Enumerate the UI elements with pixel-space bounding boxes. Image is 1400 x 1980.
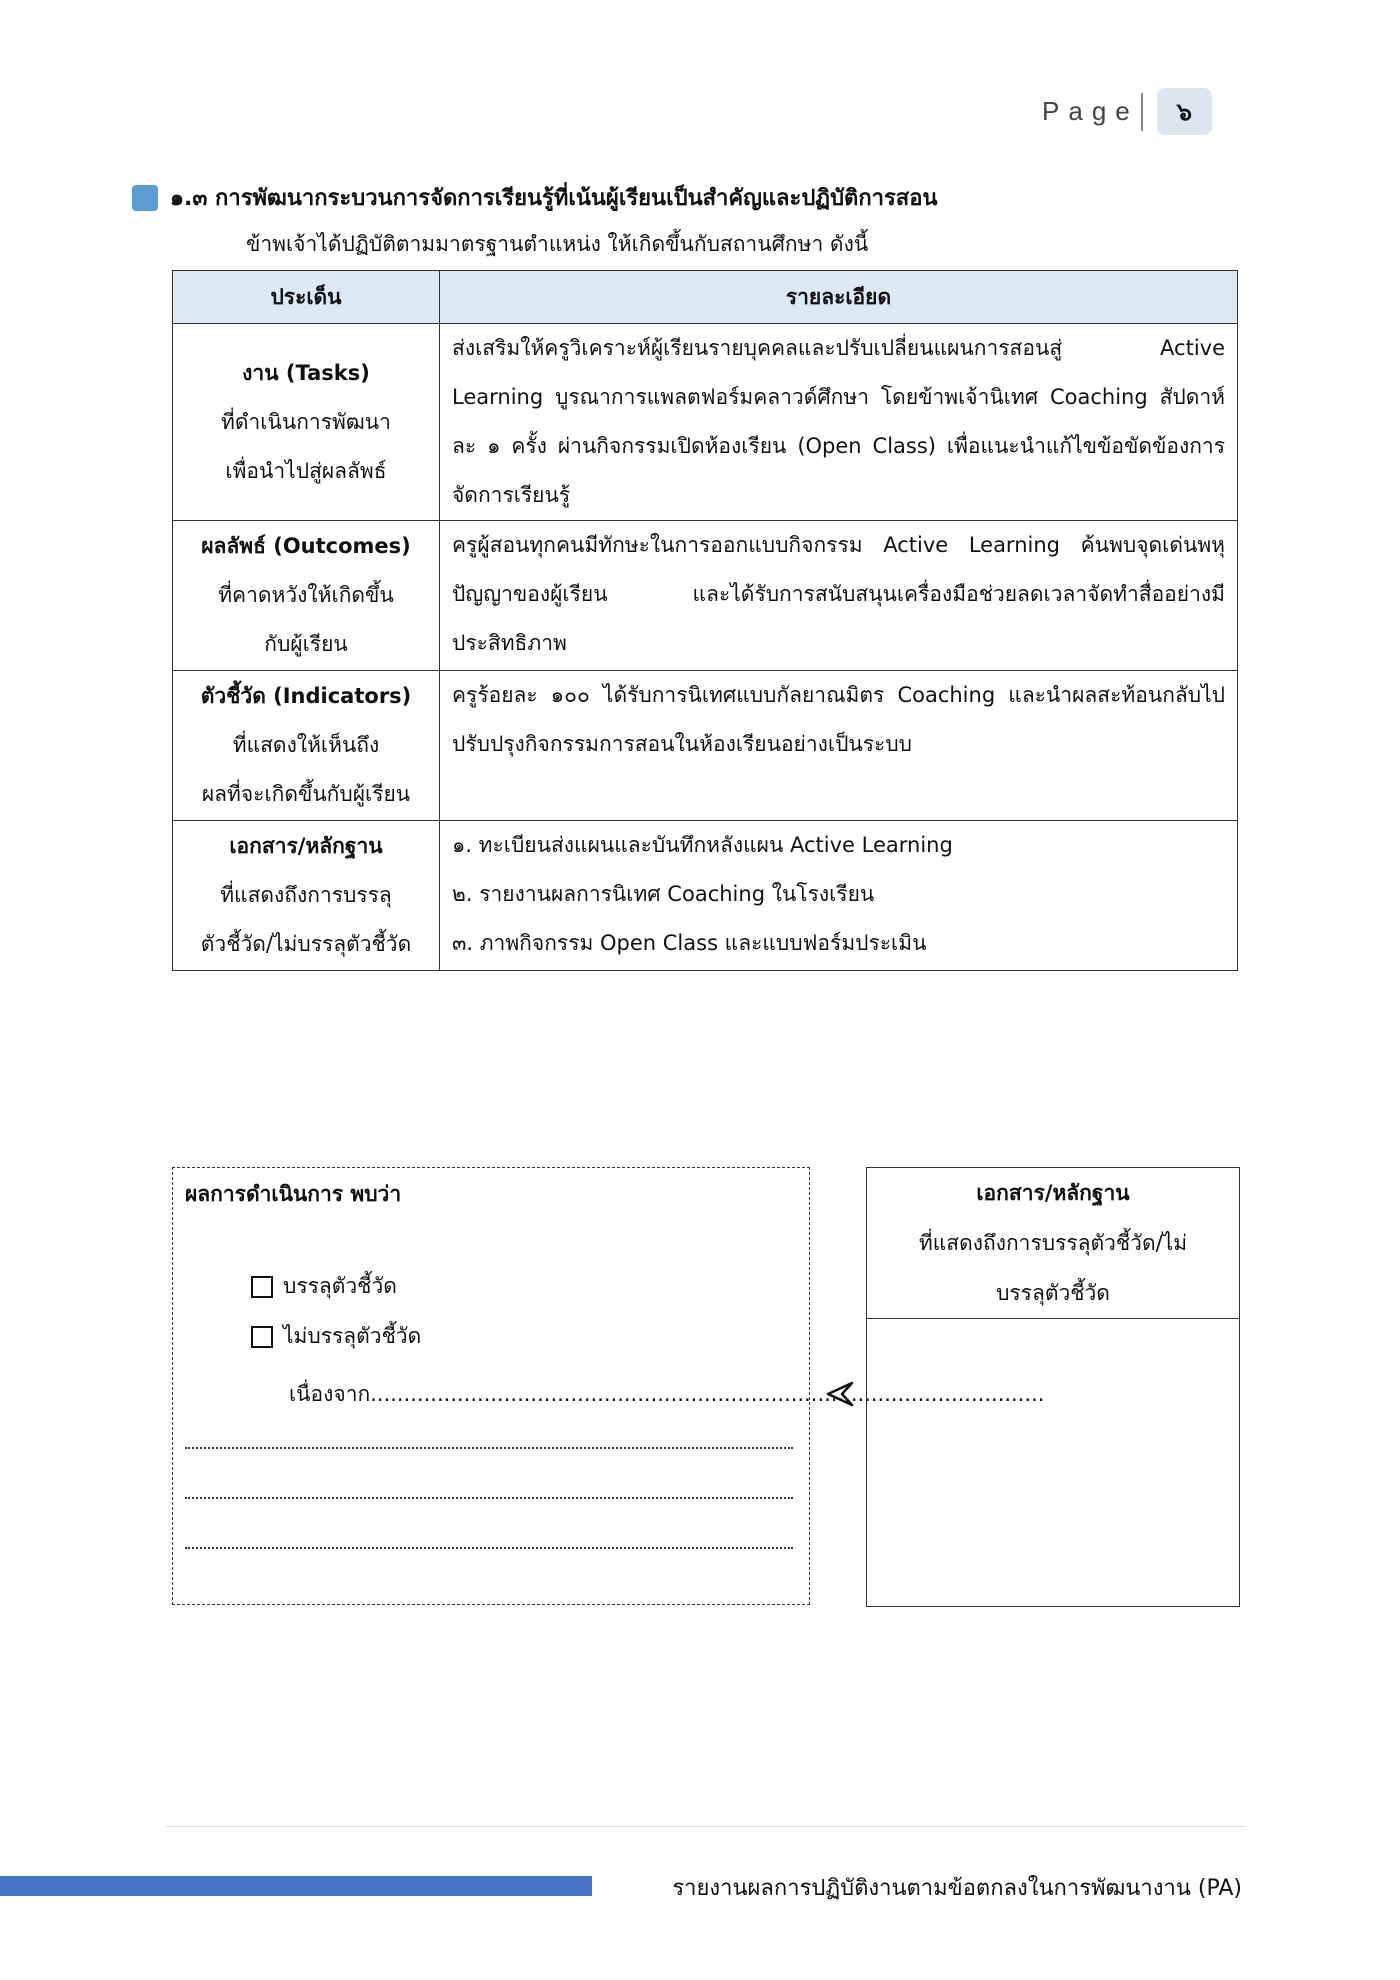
topic-sub: ที่ดำเนินการพัฒนา [221, 409, 391, 434]
heading-marker-icon [132, 185, 158, 211]
evidence-subtitle-line1: ที่แสดงถึงการบรรลุตัวชี้วัด/ไม่ [918, 1231, 1188, 1255]
topic-sub: ที่แสดงถึงการบรรลุ [220, 883, 392, 907]
heading-text: ๑.๓ การพัฒนากระบวนการจัดการเรียนรู้ที่เน้นผู้เรียนเป็นสำคัญและปฏิบัติการสอน [170, 186, 938, 211]
detail-text: ส่งเสริมให้ครูวิเคราะห์ผู้เรียนรายบุคคลและปรับเปลี่ยนแผนการสอนสู่ Active Learning บูรณาการแพลตฟอร์มคลาวด์ศึกษา โดยข้าพเจ้านิเทศ Coaching สัปดาห์ละ ๑ ครั้ง ผ่านกิจกรรมเปิดห้องเรียน (Open Class) เพื่อแนะนำแก้ไขข้อขัดข้องการจัดการเรียนรู้ [452, 336, 1225, 507]
topic-title: เอกสาร/หลักฐาน [229, 834, 383, 858]
achieved-label: บรรลุตัวชี้วัด [283, 1274, 397, 1298]
topic-sub: ที่คาดหวังให้เกิดขึ้น [218, 583, 394, 607]
page-label: Page [1042, 96, 1139, 126]
row-topic [173, 324, 440, 521]
footer-text: รายงานผลการปฏิบัติงานตามข้อตกลงในการพัฒนางาน (PA) [672, 1876, 1242, 1901]
row-topic [173, 521, 440, 671]
footer-rule [166, 1826, 1246, 1827]
footer-bar [0, 1876, 592, 1896]
achieved-checkbox[interactable] [251, 1276, 273, 1298]
evidence-item: ๑. ทะเบียนส่งแผนและบันทึกหลังแผน Active Learning [452, 833, 953, 857]
result-box [172, 1167, 1045, 1605]
page-number: ๖ [1157, 88, 1212, 135]
topic-sub: ตัวชี้วัด/ไม่บรรลุตัวชี้วัด [200, 932, 412, 956]
not-achieved-checkbox[interactable] [251, 1326, 273, 1348]
header-topic: ประเด็น [173, 271, 440, 324]
table-row [173, 671, 1238, 821]
section-heading [132, 180, 938, 215]
row-topic [173, 671, 440, 821]
criteria-table [172, 270, 1238, 971]
topic-sub: ที่แสดงให้เห็นถึง [232, 733, 380, 757]
row-detail [440, 821, 1238, 971]
page-divider [1141, 93, 1143, 131]
table-header-row [173, 271, 1238, 324]
row-topic [173, 821, 440, 971]
evidence-title: เอกสาร/หลักฐาน [976, 1181, 1130, 1205]
detail-text: ครูร้อยละ ๑๐๐ ได้รับการนิเทศแบบกัลยาณมิตร Coaching และนำผลสะท้อนกลับไปปรับปรุงกิจกรรมการสอนในห้องเรียนอย่างเป็นระบบ [452, 683, 1225, 756]
arrow-left-icon [824, 1378, 854, 1418]
evidence-header [867, 1168, 1239, 1319]
topic-sub: เพื่อนำไปสู่ผลลัพธ์ [225, 458, 387, 483]
because-line: เนื่องจาก..................................................................................................... [289, 1382, 1045, 1406]
evidence-item: ๒. รายงานผลการนิเทศ Coaching ในโรงเรียน [452, 882, 875, 906]
topic-sub: ผลที่จะเกิดขึ้นกับผู้เรียน [201, 782, 411, 806]
table-row [173, 324, 1238, 521]
topic-title: งาน (Tasks) [242, 360, 370, 385]
blank-line[interactable] [185, 1546, 793, 1549]
topic-title: ตัวชี้วัด (Indicators) [200, 684, 412, 708]
blank-line[interactable] [185, 1446, 793, 1449]
row-detail [440, 671, 1238, 821]
evidence-item: ๓. ภาพกิจกรรม Open Class และแบบฟอร์มประเมิน [452, 931, 927, 955]
page-header [1042, 88, 1212, 135]
detail-text: ครูผู้สอนทุกคนมีทักษะในการออกแบบกิจกรรม Active Learning ค้นพบจุดเด่นพหุปัญญาของผู้เรียน และได้รับการสนับสนุนเครื่องมือช่วยลดเวลาจัดทำสื่ออย่างมีประสิทธิภาพ [452, 533, 1225, 655]
evidence-box [866, 1167, 1240, 1607]
blank-line[interactable] [185, 1496, 793, 1499]
not-achieved-label: ไม่บรรลุตัวชี้วัด [283, 1324, 422, 1348]
topic-sub: กับผู้เรียน [264, 632, 348, 656]
row-detail [440, 324, 1238, 521]
intro-text: ข้าพเจ้าได้ปฏิบัติตามมาตรฐานตำแหน่ง ให้เกิดขึ้นกับสถานศึกษา ดังนี้ [246, 232, 869, 256]
row-detail [440, 521, 1238, 671]
table-row [173, 521, 1238, 671]
table-row [173, 821, 1238, 971]
not-achieved-option[interactable] [251, 1320, 421, 1353]
result-title: ผลการดำเนินการ พบว่า [185, 1182, 402, 1206]
achieved-option[interactable] [251, 1270, 397, 1303]
evidence-subtitle-line2: บรรลุตัวชี้วัด [996, 1281, 1110, 1305]
header-detail: รายละเอียด [440, 271, 1238, 324]
topic-title: ผลลัพธ์ (Outcomes) [201, 534, 411, 558]
